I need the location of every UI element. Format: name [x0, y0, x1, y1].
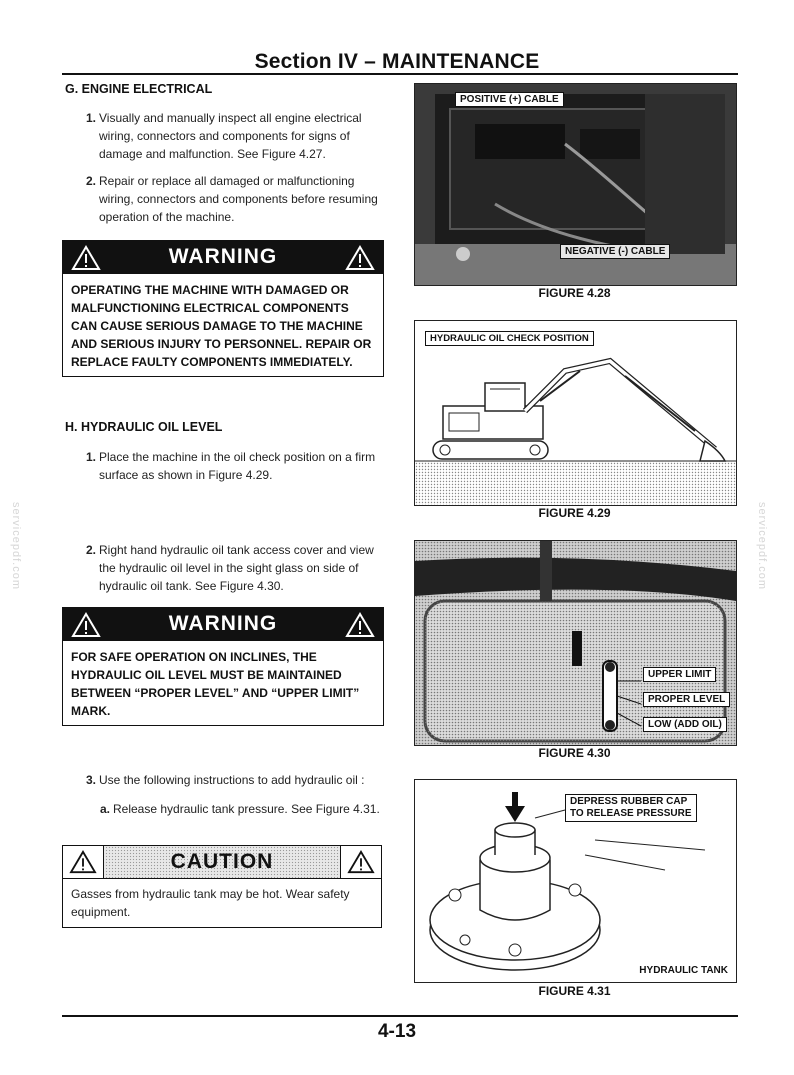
figure-4-28-caption: FIGURE 4.28 — [538, 286, 611, 300]
step-number: 2. — [86, 543, 97, 557]
hydraulic-step-3 — [86, 771, 386, 789]
callout-line-2: TO RELEASE PRESSURE — [570, 808, 692, 819]
title-rule — [62, 73, 738, 75]
engine-electrical-heading: G. ENGINE ELECTRICAL — [65, 82, 213, 96]
figure-4-31-caption: FIGURE 4.31 — [538, 984, 611, 998]
step-text: Repair or replace all damaged or malfunctioning wiring, connectors and components before resuming operation of the machine. — [99, 174, 378, 224]
step-number: 2. — [86, 174, 97, 188]
step-text: Release hydraulic tank pressure. See Figure 4.31. — [113, 802, 380, 816]
warning-text: FOR SAFE OPERATION ON INCLINES, THE HYDRAULIC OIL LEVEL MUST BE MAINTAINED BETWEEN “PROPER LEVEL” AND “UPPER LIMIT” MARK. — [71, 650, 360, 718]
step-text: Right hand hydraulic oil tank access cover and view the hydraulic oil level in the sight glass on side of hydraulic oil tank. See Figure 4.30. — [99, 543, 374, 593]
hydraulic-step-3a — [100, 800, 386, 818]
warning-text: OPERATING THE MACHINE WITH DAMAGED OR MALFUNCTIONING ELECTRICAL COMPONENTS CAN CAUSE SERIOUS DAMAGE TO THE MACHINE AND SERIOUS INJURY TO PERSONNEL. REPAIR OR REPLACE FAULTY COMPONENTS IMMEDIATELY. — [71, 283, 372, 369]
step-number: 1. — [86, 450, 97, 464]
figure-4-29-diagram — [414, 320, 737, 506]
figure-4-30-caption: FIGURE 4.30 — [538, 746, 611, 760]
warning-header — [63, 608, 383, 641]
step-number: a. — [100, 802, 111, 816]
warning-triangle-icon — [345, 612, 375, 638]
oil-check-position-label: HYDRAULIC OIL CHECK POSITION — [425, 331, 594, 346]
low-add-oil-label: LOW (ADD OIL) — [643, 717, 727, 732]
caution-icon-cell — [340, 846, 381, 878]
callout-line-1: DEPRESS RUBBER CAP — [570, 796, 688, 807]
watermark-left: servicepdf.com — [9, 502, 22, 590]
hydraulic-warning-box — [62, 607, 384, 726]
excavator-illustration — [415, 321, 736, 505]
caution-text: Gasses from hydraulic tank may be hot. Wear safety equipment. — [71, 887, 350, 919]
watermark-right: servicepdf.com — [755, 502, 768, 590]
warning-label: WARNING — [168, 612, 278, 635]
step-number: 3. — [86, 773, 97, 787]
negative-cable-label: NEGATIVE (-) CABLE — [560, 244, 670, 259]
caution-header — [63, 846, 381, 879]
down-arrow-icon — [505, 792, 525, 822]
figure-4-29-caption: FIGURE 4.29 — [538, 506, 611, 520]
step-text: Use the following instructions to add hydraulic oil : — [99, 773, 365, 787]
caution-label: CAUTION — [170, 850, 274, 873]
proper-level-label: PROPER LEVEL — [643, 692, 730, 707]
hydraulic-tank-label: HYDRAULIC TANK — [639, 965, 728, 976]
engine-step-2 — [86, 172, 386, 226]
figure-4-30-photo — [414, 540, 737, 746]
positive-cable-label: POSITIVE (+) CABLE — [455, 92, 564, 107]
step-text: Place the machine in the oil check position on a firm surface as shown in Figure 4.29. — [99, 450, 376, 482]
depress-rubber-cap-label — [565, 794, 697, 822]
hydraulic-oil-heading: H. HYDRAULIC OIL LEVEL — [65, 420, 223, 434]
footer-rule — [62, 1015, 738, 1017]
figure-4-28-photo — [414, 83, 737, 286]
warning-header — [63, 241, 383, 274]
figure-4-31-diagram — [414, 779, 737, 983]
page-number: 4-13 — [377, 1021, 417, 1042]
sight-glass-illustration — [415, 541, 736, 745]
upper-limit-label: UPPER LIMIT — [643, 667, 716, 682]
warning-label: WARNING — [168, 245, 278, 268]
engine-warning-box — [62, 240, 384, 377]
hydraulic-step-2 — [86, 541, 386, 595]
caution-triangle-icon — [347, 850, 375, 874]
step-text: Visually and manually inspect all engine electrical wiring, connectors and components for signs of damage and malfunction. See Figure 4.27. — [99, 111, 362, 161]
warning-triangle-icon — [345, 245, 375, 271]
hydraulic-step-1 — [86, 448, 386, 484]
section-title: Section IV – MAINTENANCE — [254, 50, 540, 73]
engine-step-1 — [86, 109, 386, 163]
step-number: 1. — [86, 111, 97, 125]
caution-box — [62, 845, 382, 928]
